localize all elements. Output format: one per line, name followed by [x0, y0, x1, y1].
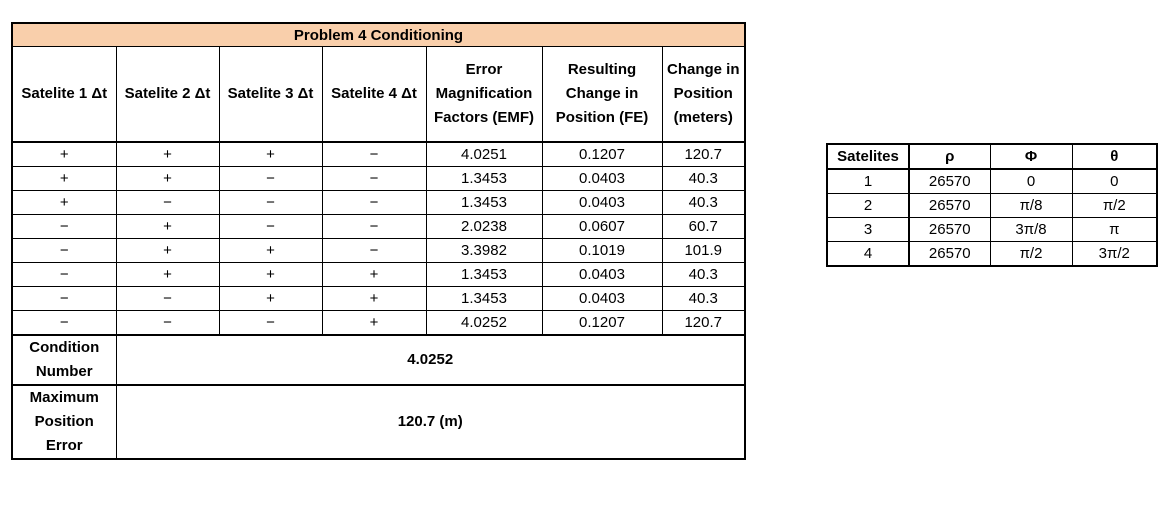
satellite-cell: 0: [990, 169, 1072, 194]
satellite-cell: 26570: [909, 169, 990, 194]
condition-number-value: 4.0252: [116, 335, 745, 385]
satellite-cell: π/2: [990, 242, 1072, 267]
satellite-cell: 3π/2: [1072, 242, 1157, 267]
table-cell: 1.3453: [426, 263, 542, 287]
table-row: [12, 191, 745, 215]
column-header-line: Satelite 4 Δt: [331, 85, 417, 102]
column-header: [322, 47, 426, 143]
table-cell: −: [322, 239, 426, 263]
table-cell: −: [12, 239, 116, 263]
satellite-cell: 3π/8: [990, 218, 1072, 242]
column-header-line: Resulting: [567, 61, 637, 78]
table-cell: −: [322, 191, 426, 215]
satellite-cell: 1: [827, 169, 909, 194]
max-position-error-value: 120.7 (m): [116, 385, 745, 459]
condition-number-label: [12, 335, 116, 385]
satellite-cell: 2: [827, 194, 909, 218]
table-cell: +: [322, 263, 426, 287]
table-cell: 4.0252: [426, 311, 542, 336]
table-row: [12, 287, 745, 311]
satellite-row: [827, 218, 1157, 242]
satellite-header-row: [827, 144, 1157, 169]
condition-number-label-line: Number: [35, 363, 93, 380]
table-cell: 0.1207: [542, 311, 662, 336]
table-cell: 0.0403: [542, 263, 662, 287]
table-cell: 40.3: [662, 191, 745, 215]
table-row: [12, 167, 745, 191]
satellite-row: [827, 169, 1157, 194]
max-position-error-row: [12, 385, 745, 459]
table-cell: 0.1019: [542, 239, 662, 263]
table-cell: +: [322, 311, 426, 336]
max-position-error-label: [12, 385, 116, 459]
table-cell: +: [322, 287, 426, 311]
table-cell: 60.7: [662, 215, 745, 239]
table-cell: +: [219, 142, 322, 167]
table-cell: +: [219, 263, 322, 287]
table-title: Problem 4 Conditioning: [12, 23, 745, 47]
satellite-cell: 26570: [909, 242, 990, 267]
condition-number-label-line: Condition: [29, 339, 100, 356]
table-cell: −: [12, 311, 116, 336]
conditioning-table-body: [12, 23, 745, 459]
max-position-error-label-line: Error: [45, 437, 83, 454]
conditioning-table: [11, 22, 746, 460]
table-cell: 40.3: [662, 287, 745, 311]
column-header: [12, 47, 116, 143]
table-cell: 1.3453: [426, 167, 542, 191]
satellite-cell: 26570: [909, 194, 990, 218]
column-header: [426, 47, 542, 143]
table-cell: +: [116, 142, 219, 167]
table-cell: −: [219, 311, 322, 336]
table-cell: −: [12, 263, 116, 287]
table-cell: +: [219, 287, 322, 311]
column-header-line: Magnification: [435, 85, 533, 102]
table-cell: 120.7: [662, 311, 745, 336]
column-header-line: Position (FE): [555, 109, 649, 126]
column-header-line: Satelite 2 Δt: [124, 85, 211, 102]
satellite-column-header: Φ: [990, 144, 1072, 169]
max-position-error-label-line: Position: [34, 413, 94, 430]
table-cell: 0.0403: [542, 167, 662, 191]
table-cell: 4.0251: [426, 142, 542, 167]
column-header: [662, 47, 745, 143]
column-header-line: Position: [673, 85, 733, 102]
table-cell: +: [116, 263, 219, 287]
table-cell: −: [12, 215, 116, 239]
satellite-cell: 26570: [909, 218, 990, 242]
satellite-cell: π/8: [990, 194, 1072, 218]
header-row: [12, 47, 745, 143]
satellite-row: [827, 194, 1157, 218]
table-cell: 3.3982: [426, 239, 542, 263]
table-cell: +: [12, 167, 116, 191]
column-header: [116, 47, 219, 143]
satellite-cell: 4: [827, 242, 909, 267]
table-row: [12, 311, 745, 336]
table-cell: +: [219, 239, 322, 263]
table-cell: −: [116, 287, 219, 311]
table-cell: −: [219, 167, 322, 191]
table-cell: 0.0607: [542, 215, 662, 239]
table-cell: 1.3453: [426, 287, 542, 311]
table-cell: 40.3: [662, 167, 745, 191]
table-cell: 0.0403: [542, 191, 662, 215]
table-cell: −: [322, 142, 426, 167]
satellite-cell: π: [1072, 218, 1157, 242]
column-header-line: Change in: [666, 61, 740, 78]
satellite-row: [827, 242, 1157, 267]
satellite-cell: 0: [1072, 169, 1157, 194]
table-cell: +: [12, 142, 116, 167]
satellite-column-header: Satelites: [827, 144, 909, 169]
table-cell: −: [219, 191, 322, 215]
table-cell: 2.0238: [426, 215, 542, 239]
column-header-line: Satelite 1 Δt: [21, 85, 108, 102]
condition-number-row: [12, 335, 745, 385]
table-cell: 101.9: [662, 239, 745, 263]
table-cell: 0.0403: [542, 287, 662, 311]
max-position-error-label-line: Maximum: [29, 389, 99, 406]
table-cell: −: [116, 311, 219, 336]
title-row: [12, 23, 745, 47]
column-header-line: Error: [465, 61, 503, 78]
column-header: [542, 47, 662, 143]
column-header-line: Satelite 3 Δt: [227, 85, 314, 102]
column-header: [219, 47, 322, 143]
table-cell: +: [116, 239, 219, 263]
table-cell: +: [12, 191, 116, 215]
satellite-column-header: θ: [1072, 144, 1157, 169]
satellite-cell: 3: [827, 218, 909, 242]
table-cell: +: [116, 215, 219, 239]
table-row: [12, 215, 745, 239]
satellite-table: [826, 143, 1158, 267]
table-cell: 120.7: [662, 142, 745, 167]
table-cell: −: [116, 191, 219, 215]
table-row: [12, 263, 745, 287]
table-cell: 0.1207: [542, 142, 662, 167]
satellite-cell: π/2: [1072, 194, 1157, 218]
column-header-line: Factors (EMF): [433, 109, 534, 126]
column-header-line: (meters): [673, 109, 733, 126]
table-cell: −: [12, 287, 116, 311]
table-cell: −: [322, 215, 426, 239]
table-row: [12, 239, 745, 263]
table-cell: −: [322, 167, 426, 191]
satellite-table-body: [827, 144, 1157, 266]
table-row: [12, 142, 745, 167]
table-cell: +: [116, 167, 219, 191]
table-cell: 40.3: [662, 263, 745, 287]
table-cell: 1.3453: [426, 191, 542, 215]
table-cell: −: [219, 215, 322, 239]
satellite-column-header: ρ: [909, 144, 990, 169]
column-header-line: Change in: [565, 85, 639, 102]
